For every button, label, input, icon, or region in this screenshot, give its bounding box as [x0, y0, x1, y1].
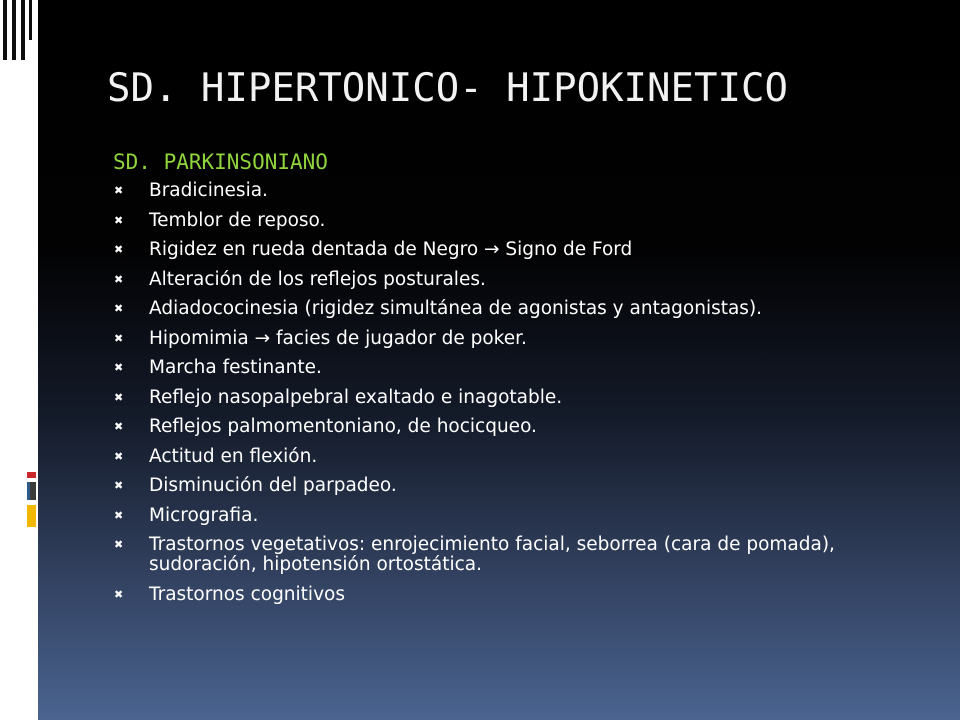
list-item	[113, 211, 913, 231]
bullet-text: Actitud en flexión.	[149, 445, 318, 467]
slide-title: SD. HIPERTONICO- HIPOKINETICO	[107, 66, 788, 111]
deco-bar	[29, 0, 32, 40]
bullet-text: Micrografia.	[149, 504, 259, 526]
accent-bar-blue	[27, 482, 30, 500]
list-item	[113, 476, 913, 496]
bullet-text: Alteración de los reflejos posturales.	[149, 268, 486, 290]
accent-bar-red	[27, 472, 36, 478]
accent-bar-yellow	[27, 505, 36, 527]
list-item	[113, 181, 913, 201]
x-mark-icon: ✖	[114, 302, 124, 315]
x-mark-icon: ✖	[114, 508, 124, 522]
bullet-text: Trastornos vegetativos: enrojecimiento facial, seborrea (cara de pomada), sudoración, hipotensión ortostática.	[149, 534, 835, 575]
x-mark-icon: ✖	[114, 331, 124, 345]
list-item	[113, 585, 913, 605]
bullet-text: Temblor de reposo.	[149, 209, 326, 231]
bullet-text: Hipomimia → facies de jugador de poker.	[149, 327, 527, 349]
x-mark-icon: ✖	[114, 538, 124, 551]
list-item	[113, 417, 913, 437]
list-item	[113, 447, 913, 467]
bullet-text: Reflejos palmomentoniano, de hocicqueo.	[149, 416, 537, 437]
list-item	[113, 299, 913, 319]
deco-bar	[12, 0, 16, 60]
x-mark-icon: ✖	[114, 420, 124, 433]
bullet-text: Bradicinesia.	[149, 180, 268, 201]
bullet-text: Rigidez en rueda dentada de Negro → Signo de Ford	[149, 239, 633, 260]
x-mark-icon: ✖	[114, 361, 124, 374]
bullet-text: Disminución del parpadeo.	[149, 475, 397, 496]
list-item	[113, 240, 913, 260]
list-item	[113, 388, 913, 408]
list-item	[113, 535, 913, 575]
list-item	[113, 506, 913, 526]
x-mark-icon: ✖	[114, 272, 124, 286]
x-mark-icon: ✖	[114, 587, 124, 601]
list-item	[113, 329, 913, 349]
bullet-text: Marcha festinante.	[149, 357, 322, 378]
list-item	[113, 358, 913, 378]
x-mark-icon: ✖	[114, 213, 124, 227]
bullet-list	[113, 181, 913, 614]
bullet-text: Reflejo nasopalpebral exaltado e inagotable.	[149, 386, 563, 408]
deco-bar	[3, 0, 7, 60]
bullet-text: Trastornos cognitivos	[149, 583, 345, 605]
bullet-text: Adiadococinesia (rigidez simultánea de agonistas y antagonistas).	[149, 298, 763, 319]
x-mark-icon: ✖	[114, 243, 124, 256]
slide-subtitle: SD. PARKINSONIANO	[113, 150, 328, 174]
left-decorative-strip	[0, 0, 38, 720]
deco-bar	[21, 0, 25, 60]
x-mark-icon: ✖	[114, 449, 124, 463]
list-item	[113, 270, 913, 290]
x-mark-icon: ✖	[114, 390, 124, 404]
x-mark-icon: ✖	[114, 479, 124, 492]
x-mark-icon: ✖	[114, 184, 124, 197]
